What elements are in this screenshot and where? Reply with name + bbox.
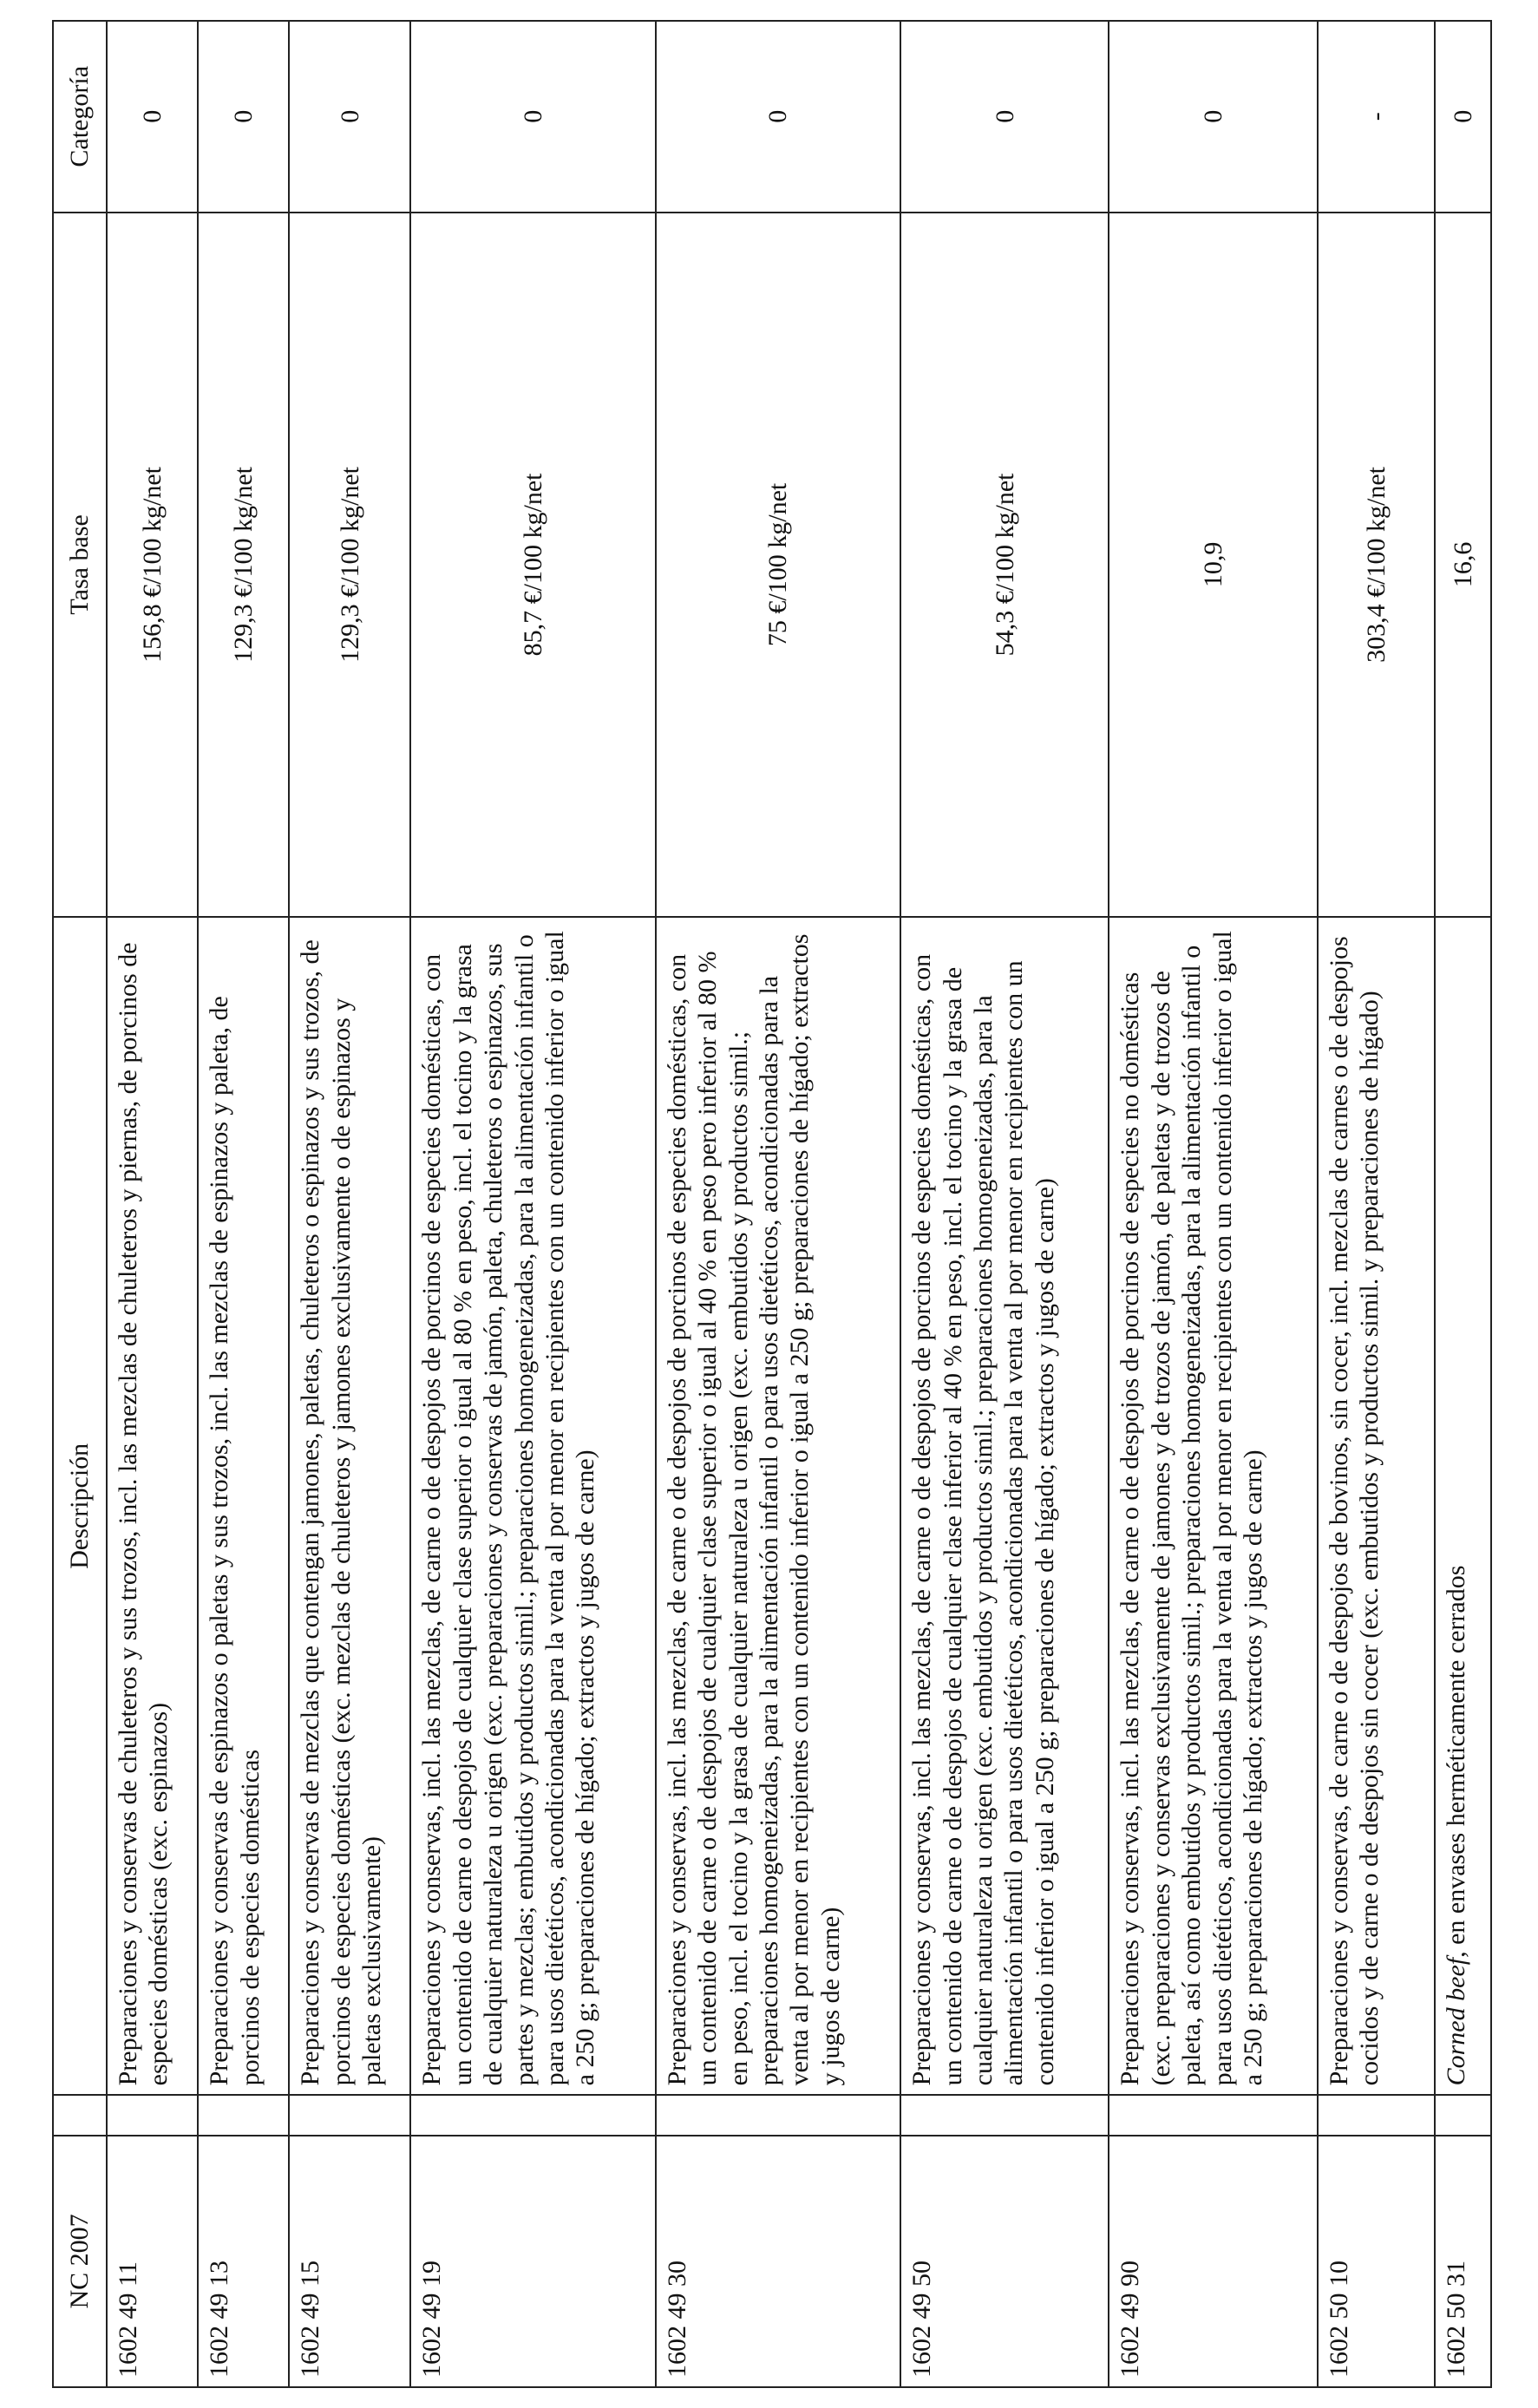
table-row <box>198 21 289 2387</box>
category-cell: 0 <box>900 21 1109 213</box>
gap-cell <box>1435 2095 1491 2135</box>
header-gap <box>53 2095 107 2135</box>
nc-code: 1602 49 90 <box>1109 2136 1317 2387</box>
nc-code: 1602 50 31 <box>1435 2136 1491 2387</box>
table-header-row <box>53 21 107 2387</box>
rotated-page <box>52 20 1492 2388</box>
gap-cell <box>289 2095 410 2135</box>
gap-cell <box>410 2095 655 2135</box>
rate-cell: 54,3 €/100 kg/net <box>900 213 1109 918</box>
header-category: Categoría <box>53 21 107 213</box>
table-row <box>410 21 655 2387</box>
header-rate: Tasa base <box>53 213 107 918</box>
rate-cell: 129,3 €/100 kg/net <box>289 213 410 918</box>
rate-cell: 16,6 <box>1435 213 1491 918</box>
description-cell: Preparaciones y conservas, incl. las mezclas, de carne o de despojos de porcinos de especies no domésticas (exc. preparaciones y conservas exclusivamente de jamones y de trozos de jamón, de paletas y de trozos de paleta, así como embutidos y productos simil.; preparaciones homogeneizadas, para la alimentación infantil o para usos dietéticos, acondicionadas para la venta al por menor en recipientes con un contenido inferior o igual a 250 g; preparaciones de hígado; extractos y jugos de carne) <box>1109 917 1317 2095</box>
category-cell: 0 <box>289 21 410 213</box>
gap-cell <box>656 2095 900 2135</box>
description-italic: Corned beef <box>1441 1957 1470 2086</box>
nc-code: 1602 49 11 <box>107 2136 198 2387</box>
gap-cell <box>1318 2095 1435 2135</box>
category-cell: 0 <box>656 21 900 213</box>
tariff-table <box>52 20 1492 2388</box>
category-cell: 0 <box>1435 21 1491 213</box>
description-cell: Preparaciones y conservas, incl. las mezclas, de carne o de despojos de porcinos de especies domésticas, con un contenido de carne o de despojos de cualquier clase inferior al 40 % en peso, incl. el tocino y la grasa de cualquier naturaleza u origen (exc. embutidos y productos simil.; preparaciones homogeneizadas, para la alimentación infantil o para usos dietéticos, acondicionadas para la venta al por menor en recipientes con un contenido inferior o igual a 250 g; preparaciones de hígado; extractos y jugos de carne) <box>900 917 1109 2095</box>
rate-cell: 75 €/100 kg/net <box>656 213 900 918</box>
description-cell: Preparaciones y conservas de mezclas que contengan jamones, paletas, chuleteros o espinazos y sus trozos, de porcinos de especies domésticas (exc. mezclas de chuleteros y jamones exclusivamente o de espinazos y paletas exclusivamente) <box>289 917 410 2095</box>
nc-code: 1602 49 19 <box>410 2136 655 2387</box>
nc-code: 1602 50 10 <box>1318 2136 1435 2387</box>
description-cell: Preparaciones y conservas de espinazos o paletas y sus trozos, incl. las mezclas de espinazos y paleta, de porcinos de especies domésticas <box>198 917 289 2095</box>
description-cell: Preparaciones y conservas, incl. las mezclas, de carne o de despojos de porcinos de especies domésticas, con un contenido de carne o de despojos de cualquier clase superior o igual al 40 % en peso pero inferior al 80 % en peso, incl. el tocino y la grasa de cualquier naturaleza u origen (exc. embutidos y productos simil.; preparaciones homogeneizadas, para la alimentación infantil o para usos dietéticos, acondicionadas para la venta al por menor en recipientes con un contenido inferior o igual a 250 g; preparaciones de hígado; extractos y jugos de carne) <box>656 917 900 2095</box>
nc-code: 1602 49 15 <box>289 2136 410 2387</box>
rate-cell: 10,9 <box>1109 213 1317 918</box>
rate-cell: 303,4 €/100 kg/net <box>1318 213 1435 918</box>
description-text: , en envases herméticamente cerrados <box>1441 1565 1470 1958</box>
nc-code: 1602 49 50 <box>900 2136 1109 2387</box>
category-cell: 0 <box>1109 21 1317 213</box>
gap-cell <box>1109 2095 1317 2135</box>
description-cell <box>1435 917 1491 2095</box>
table-row <box>289 21 410 2387</box>
table-row <box>900 21 1109 2387</box>
header-nc: NC 2007 <box>53 2136 107 2387</box>
category-cell: 0 <box>198 21 289 213</box>
rate-cell: 129,3 €/100 kg/net <box>198 213 289 918</box>
category-cell: - <box>1318 21 1435 213</box>
description-cell: Preparaciones y conservas, de carne o de despojos de bovinos, sin cocer, incl. mezclas de carnes o de despojos cocidos y de carne o de despojos sin cocer (exc. embutidos y productos simil. y preparaciones de hígado) <box>1318 917 1435 2095</box>
category-cell: 0 <box>410 21 655 213</box>
nc-code: 1602 49 30 <box>656 2136 900 2387</box>
header-description: Descripción <box>53 917 107 2095</box>
description-cell: Preparaciones y conservas de chuleteros y sus trozos, incl. las mezclas de chuleteros y piernas, de porcinos de especies domésticas (exc. espinazos) <box>107 917 198 2095</box>
table-row <box>1109 21 1317 2387</box>
rate-cell: 156,8 €/100 kg/net <box>107 213 198 918</box>
table-row <box>1435 21 1491 2387</box>
rate-cell: 85,7 €/100 kg/net <box>410 213 655 918</box>
category-cell: 0 <box>107 21 198 213</box>
gap-cell <box>107 2095 198 2135</box>
gap-cell <box>198 2095 289 2135</box>
description-cell: Preparaciones y conservas, incl. las mezclas, de carne o de despojos de porcinos de especies domésticas, con un contenido de carne o despojos de cualquier clase superior o igual al 80 % en peso, incl. el tocino y la grasa de cualquier naturaleza u origen (exc. preparaciones y conservas de jamón, paleta, chuleteros o espinazos, sus partes y mezclas; embutidos y productos simil.; preparaciones homogeneizadas, para la alimentación infantil o para usos dietéticos, acondicionadas para la venta al por menor en recipientes con un contenido inferior o igual a 250 g; preparaciones de hígado; extractos y jugos de carne) <box>410 917 655 2095</box>
nc-code: 1602 49 13 <box>198 2136 289 2387</box>
table-row <box>656 21 900 2387</box>
table-row <box>1318 21 1435 2387</box>
gap-cell <box>900 2095 1109 2135</box>
table-row <box>107 21 198 2387</box>
